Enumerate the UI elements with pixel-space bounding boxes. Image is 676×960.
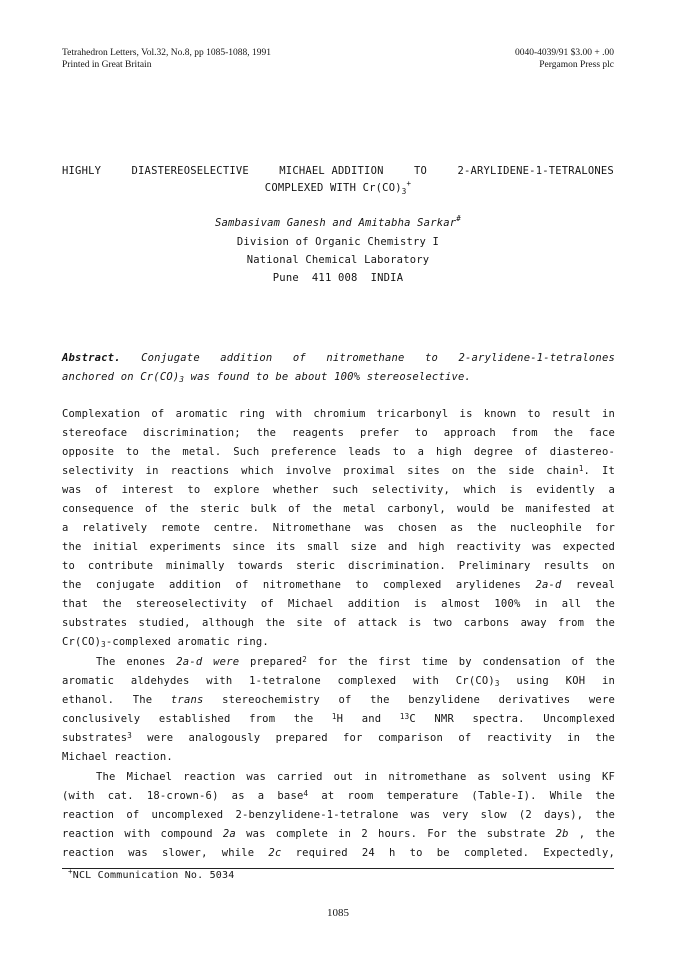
abstract-line: Abstract. Conjugate addition of nitromethane to 2-arylidene-1-tetralones	[62, 352, 615, 364]
text-line: was of interest to explore whether such selectivity, which is evidently a	[62, 484, 615, 496]
author-lab: National Chemical Laboratory	[246, 254, 430, 266]
publisher-line: Pergamon Press plc	[539, 60, 614, 70]
author-city: Pune 411 008 INDIA	[272, 272, 404, 284]
text-line: selectivity in reactions which involve proximal sites on the side chain$^1$. It	[62, 464, 615, 477]
text-line: Michael reaction.	[62, 751, 173, 763]
text-line: (with cat. 18-crown-6) as a base$^4$ at room temperature (Table-I). While the	[62, 789, 615, 802]
paragraph-michael-reaction	[62, 768, 615, 863]
author-names: Sambasivam Ganesh and Amitabha Sarkar#	[214, 214, 461, 229]
text-line: reaction with compound 2a was complete in 2 hours. For the substrate 2b , the	[62, 828, 615, 840]
text-line: $Cr(CO)_3$-complexed aromatic ring.	[62, 636, 269, 649]
abstract	[62, 349, 615, 387]
page-number: 1085	[327, 907, 349, 919]
text-line: to contribute minimally towards steric discrimination. Preliminary results on	[62, 560, 615, 572]
text-line: that the stereoselectivity of Michael addition is almost 100% in all the	[62, 598, 615, 610]
text-line: the conjugate addition of nitromethane to complexed arylidenes 2a-d reveal	[62, 579, 616, 591]
publisher-info	[515, 47, 614, 71]
text-line: substrates$^3$ were analogously prepared for comparison of reactivity in the	[62, 731, 615, 744]
text-line: substrates studied, although the site of attack is two carbons away from the	[62, 617, 615, 629]
text-line: Complexation of aromatic ring with chromium tricarbonyl is known to result in	[62, 408, 615, 420]
printed-in-line: Printed in Great Britain	[62, 60, 152, 70]
title-word: DIASTEREOSELECTIVE	[131, 165, 249, 177]
text-line: a relatively remote centre. Nitromethane was chosen as the nucleophile for	[62, 522, 615, 534]
footnote-text: NCL Communication No. 5034	[72, 870, 235, 881]
journal-citation	[62, 47, 271, 71]
text-line: the initial experiments since its small size and high reactivity was expected	[62, 541, 615, 553]
title-word: MICHAEL ADDITION	[279, 165, 384, 177]
issn-price-line: 0040-4039/91 $3.00 + .00	[514, 48, 614, 58]
title-word: HIGHLY	[62, 165, 102, 177]
paragraph-enones	[62, 653, 615, 767]
text-line: stereoface discrimination; the reagents prefer to approach from the face	[62, 427, 615, 439]
footnote-mark: +	[68, 867, 73, 876]
text-line: The enones 2a-d were prepared$^2$ for the first time by condensation of the	[96, 655, 615, 668]
text-line: reaction was slower, while 2c required 24 h to be completed. Expectedly,	[62, 847, 615, 859]
text-line: aromatic aldehydes with 1-tetralone complexed with $Cr(CO)_3$ using KOH in	[62, 675, 615, 688]
paper-title-line2: COMPLEXED WITH $Cr(CO)_3^+$	[264, 179, 412, 196]
title-word: TO	[414, 165, 428, 177]
paper-title-line1	[62, 165, 614, 177]
citation-line: Tetrahedron Letters, Vol.32, No.8, pp 1085-1088, 1991	[62, 48, 272, 58]
text-line: consequence of the steric bulk of the metal carbonyl, would be manifested at	[62, 503, 615, 515]
title-word: 2-ARYLIDENE-1-TETRALONES	[457, 165, 614, 177]
text-line: ethanol. The trans stereochemistry of the benzylidene derivatives were	[62, 694, 615, 706]
text-line: reaction of uncomplexed 2-benzylidene-1-tetralone was very slow (2 days), the	[62, 809, 615, 821]
abstract-line: anchored on $Cr(CO)_3$ was found to be about 100% stereoselective.	[62, 371, 472, 384]
abstract-label: Abstract.	[62, 352, 121, 364]
footnote	[68, 867, 235, 881]
reference-mark: 1	[578, 464, 584, 473]
author-division: Division of Organic Chemistry I	[236, 236, 440, 248]
corresponding-mark: #	[456, 214, 461, 223]
footnote-rule	[62, 868, 614, 869]
text-line: conclusively established from the $^1$H and $^{13}$C NMR spectra. Uncomplexed	[62, 712, 616, 725]
text-line: The Michael reaction was carried out in nitromethane as solvent using KF	[96, 771, 615, 783]
paragraph-intro	[62, 405, 615, 652]
text-line: opposite to the metal. Such preference leads to a high degree of diastereo-	[62, 446, 615, 458]
